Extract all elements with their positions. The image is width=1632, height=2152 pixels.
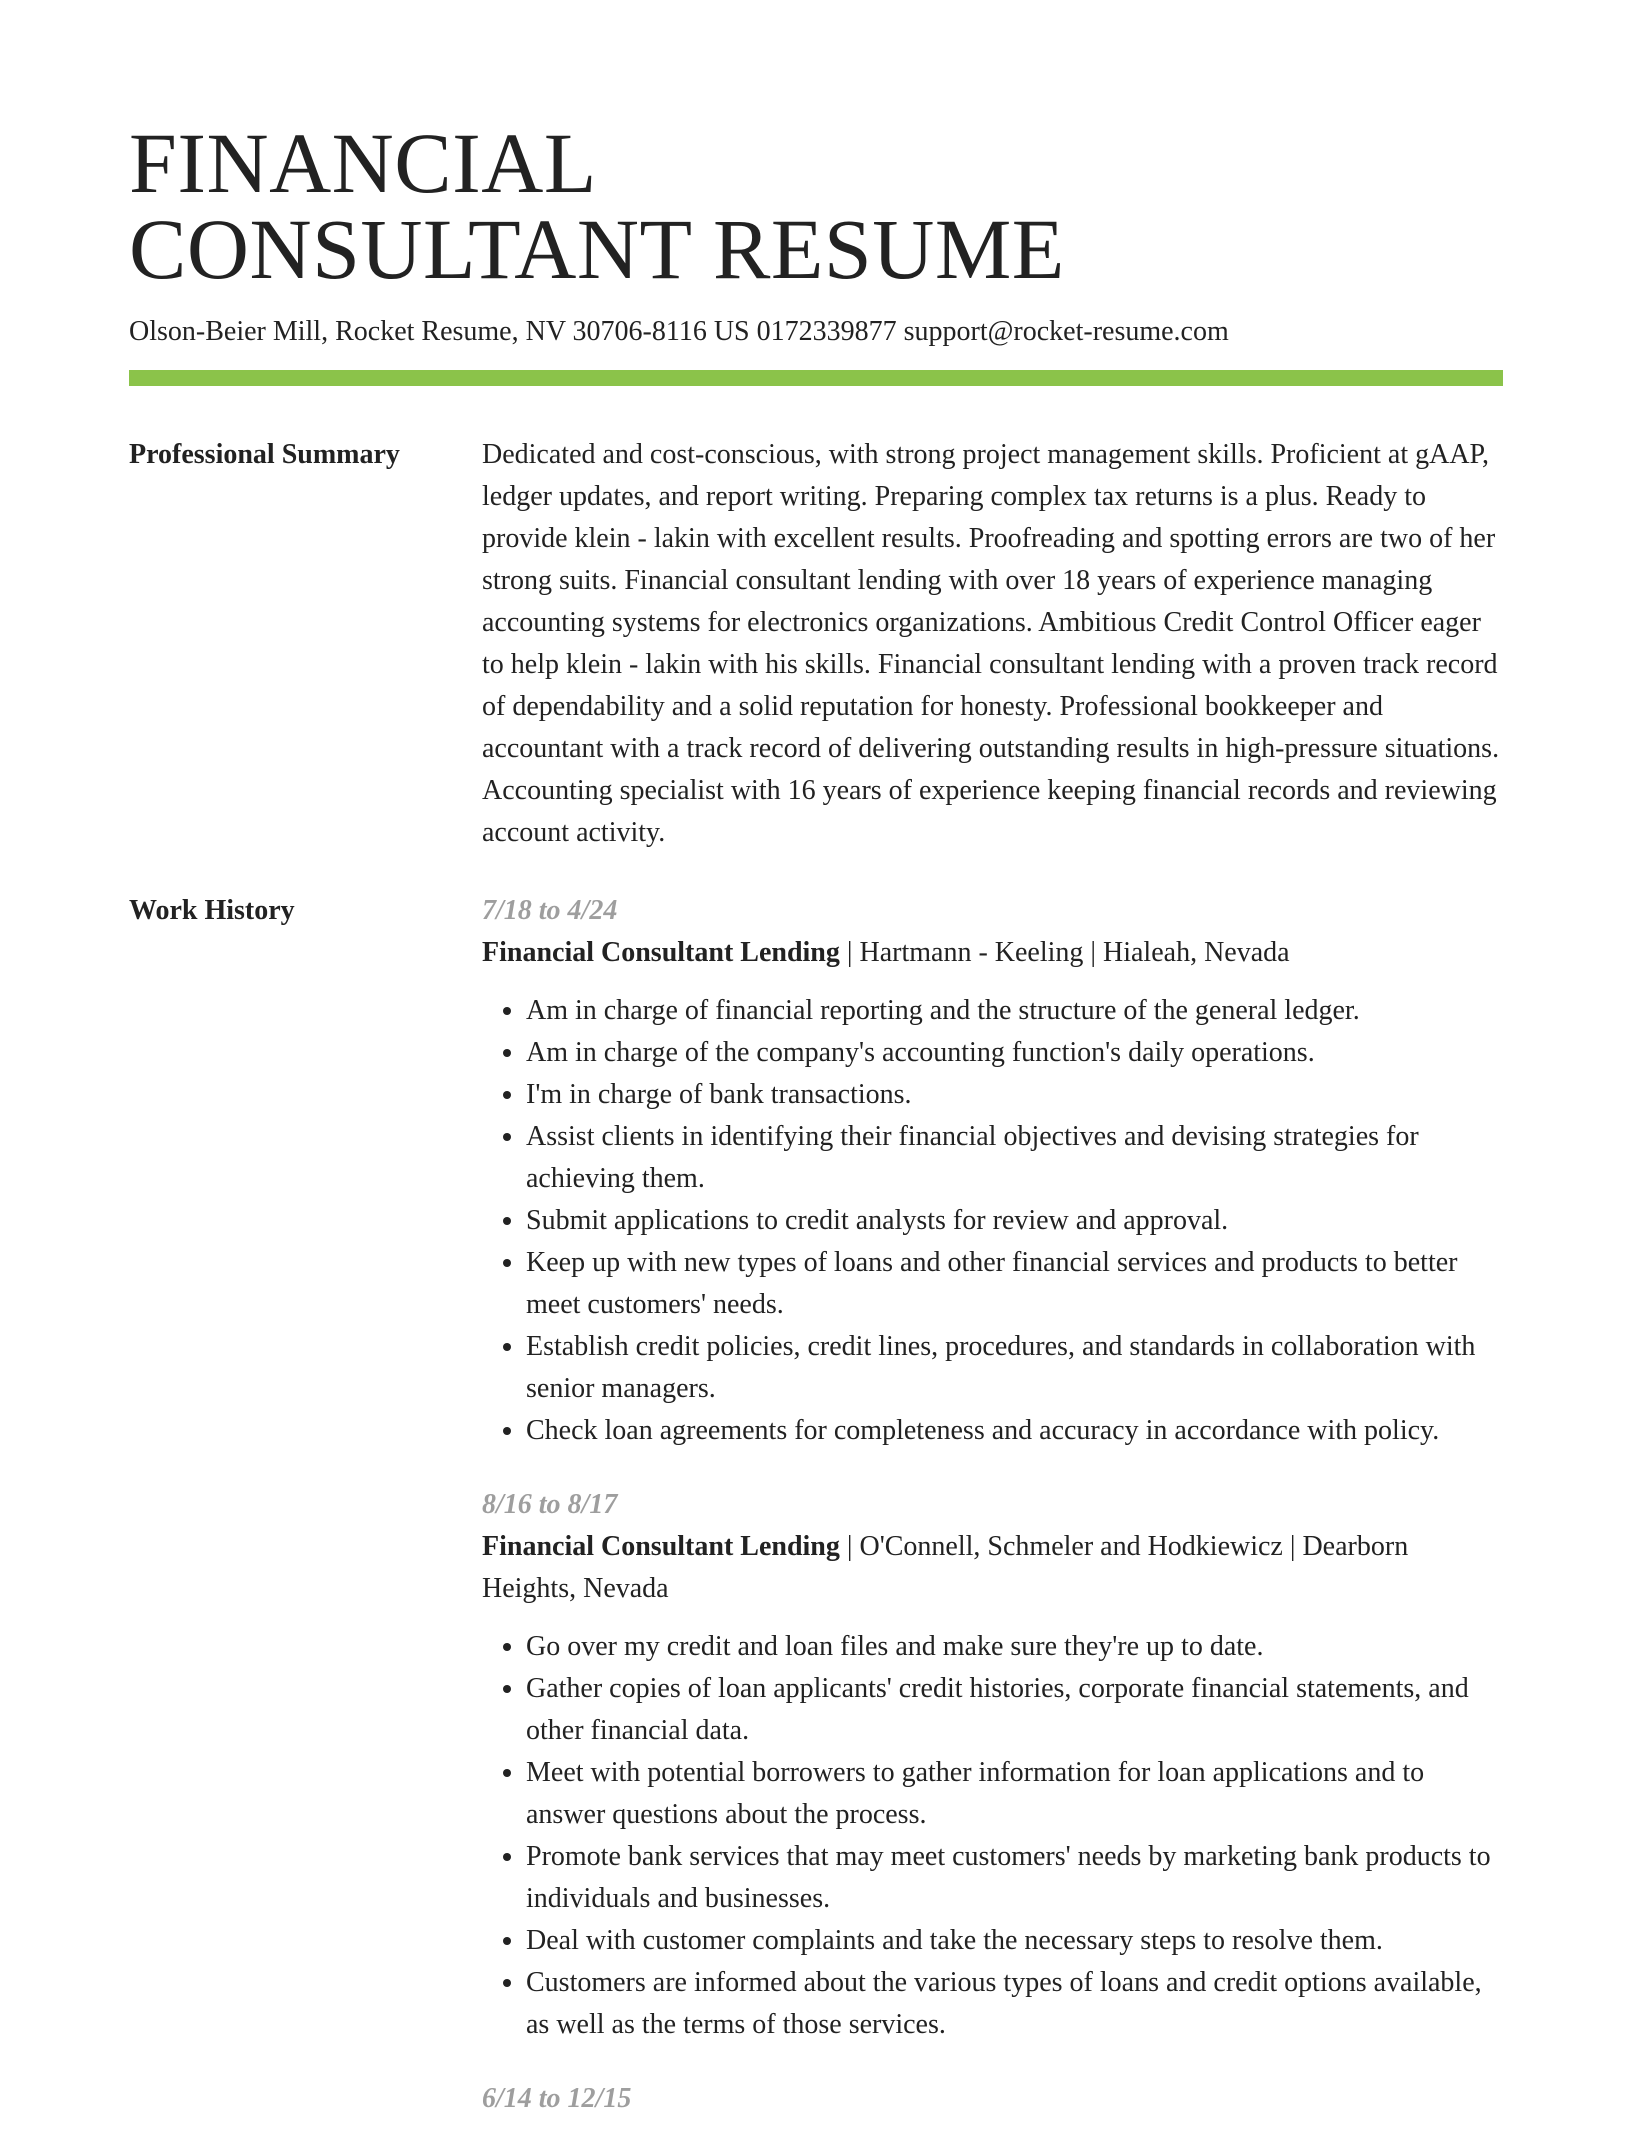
list-item: • Am in charge of the company's accounting function's daily operations. [526, 1032, 1503, 1074]
title-line-2: CONSULTANT RESUME [129, 201, 1065, 297]
list-item: • Customers are informed about the various types of loans and credit options available, as well as the terms of those services. [526, 1962, 1503, 2046]
list-item: • Gather copies of loan applicants' credit histories, corporate financial statements, and other financial data. [526, 1668, 1503, 1752]
list-item: • Deal with customer complaints and take the necessary steps to resolve them. [526, 1920, 1503, 1962]
job-duties-list [482, 990, 1503, 1452]
summary-text: Dedicated and cost-conscious, with strong project management skills. Proficient at gAAP, ledger updates, and report writing. Preparing complex tax returns is a plus. Ready to provide klein - lakin with excellent results. Proofreading and spotting errors are two of her strong suits. Financial consultant lending with over 18 years of experience managing accounting systems for electronics organizations. Ambitious Credit Control Officer eager to help klein - lakin with his skills. Financial consultant lending with a proven track record of dependability and a solid reputation for honesty. Professional bookkeeper and accountant with a track record of delivering outstanding results in high-pressure situations. Accounting specialist with 16 years of experience keeping financial records and reviewing account activity. [482, 439, 1500, 848]
job-heading [482, 1526, 1503, 1610]
job-entry [482, 1484, 1503, 2046]
resume-title [129, 115, 1503, 297]
list-item: • Submit applications to credit analysts for review and approval. [526, 1200, 1503, 1242]
contact-info: Olson-Beier Mill, Rocket Resume, NV 30706-8116 US 0172339877 support@rocket-resume.com [129, 316, 1229, 347]
list-item: • Promote bank services that may meet customers' needs by marketing bank products to individuals and businesses. [526, 1836, 1503, 1920]
list-item: • Check loan agreements for completeness and accuracy in accordance with policy. [526, 1410, 1503, 1452]
job-entry [482, 890, 1503, 1452]
work-history-section [129, 890, 1503, 2152]
section-label-summary: Professional Summary [129, 439, 400, 470]
list-item: • I'm in charge of bank transactions. [526, 1074, 1503, 1116]
list-item: • Keep up with new types of loans and other financial services and products to better meet customers' needs. [526, 1242, 1503, 1326]
job-duties-list [482, 1626, 1503, 2046]
job-dates: 7/18 to 4/24 [482, 895, 618, 926]
summary-body [482, 434, 1503, 854]
list-item: • Assist clients in identifying their financial objectives and devising strategies for achieving them. [526, 1116, 1503, 1200]
list-item: • Am in charge of financial reporting and the structure of the general ledger. [526, 990, 1503, 1032]
list-item: • Meet with potential borrowers to gather information for loan applications and to answer questions about the process. [526, 1752, 1503, 1836]
job-heading [482, 932, 1503, 974]
job-title: Financial Consultant Lending [482, 1531, 840, 1562]
section-label-work: Work History [129, 895, 295, 926]
job-dates: 6/14 to 12/15 [482, 2083, 632, 2114]
job-dates: 8/16 to 8/17 [482, 1489, 618, 1520]
job-employer-location: | Hartmann - Keeling | Hialeah, Nevada [839, 937, 1290, 968]
job-employer-location: | O'Connell, Schmeler and Hodkiewicz | Dearborn Heights, Nevada [482, 1531, 1409, 1604]
title-line-1: FINANCIAL [129, 115, 597, 211]
professional-summary-section [129, 434, 1503, 854]
job-title: Financial Consultant Lending [482, 937, 840, 968]
accent-divider [129, 370, 1503, 386]
list-item: • Go over my credit and loan files and make sure they're up to date. [526, 1626, 1503, 1668]
list-item: • Establish credit policies, credit lines, procedures, and standards in collaboration with senior managers. [526, 1326, 1503, 1410]
job-entry [482, 2078, 1503, 2120]
work-body [482, 890, 1503, 2152]
